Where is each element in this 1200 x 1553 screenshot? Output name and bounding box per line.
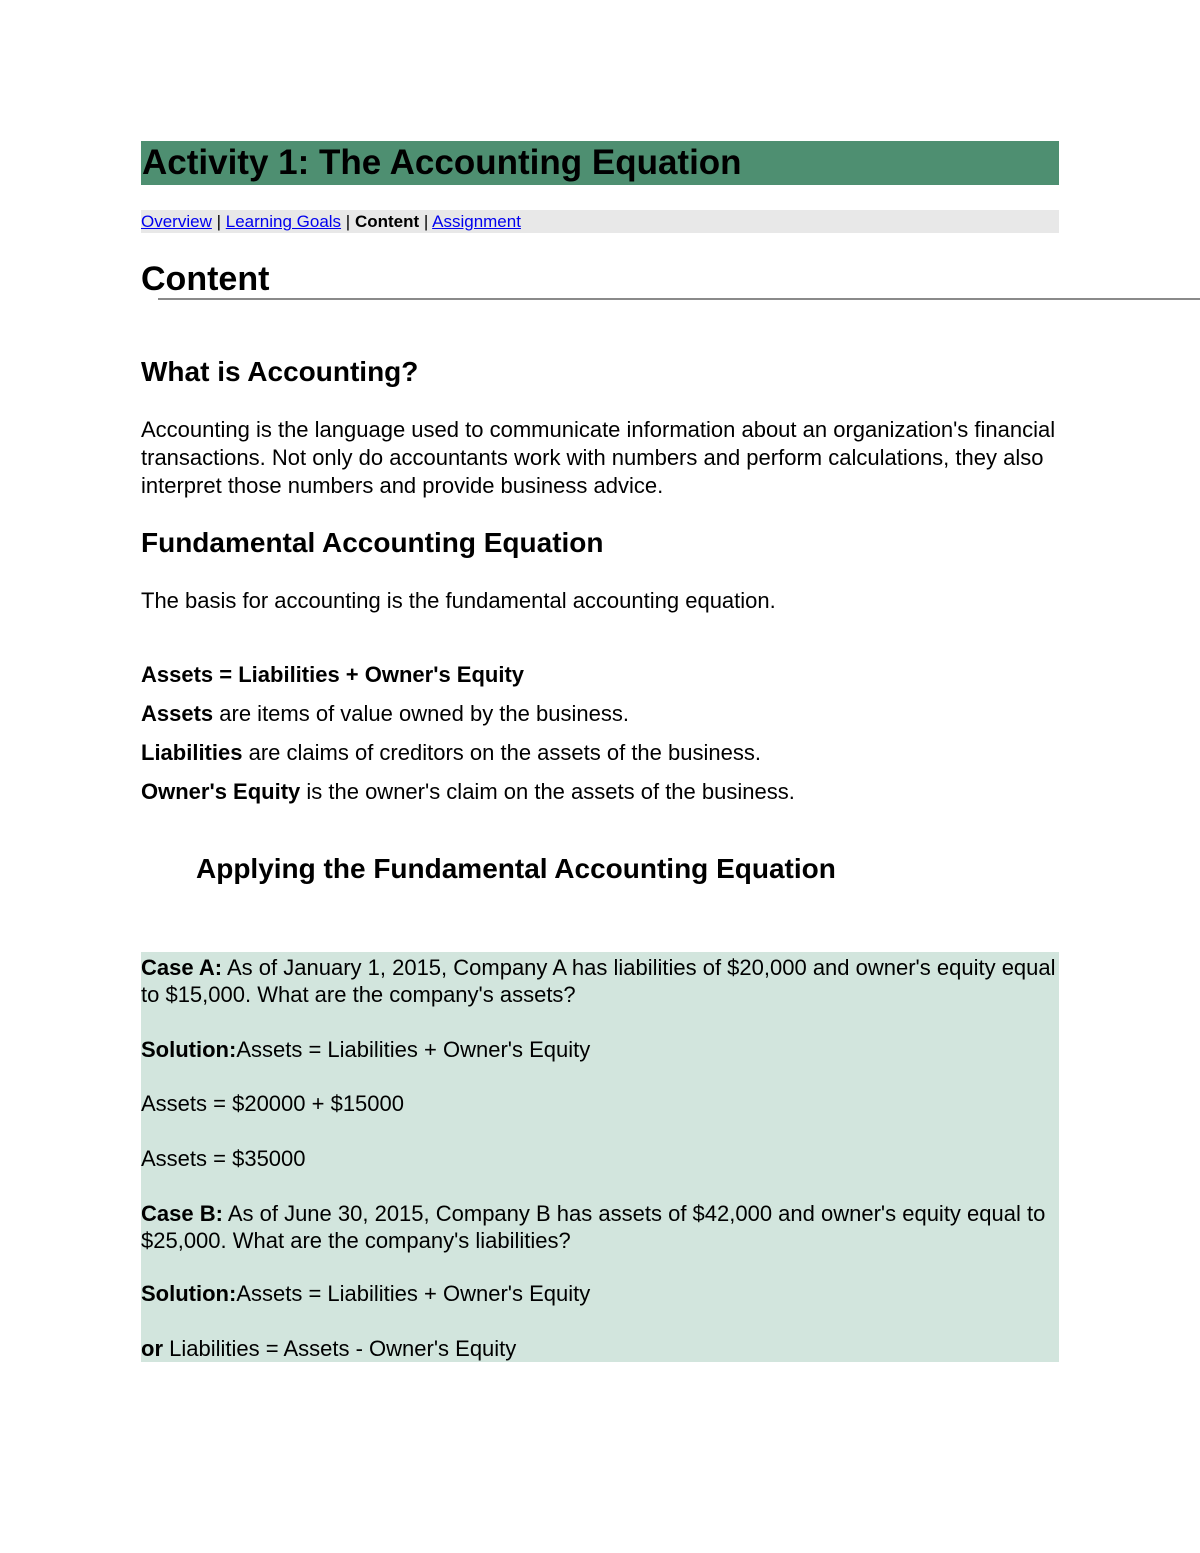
case-a-text: As of January 1, 2015, Company A has liabilities of $20,000 and owner's equity equal to $15,000. What are the company's assets?: [141, 955, 1056, 1007]
or-label: or: [141, 1336, 163, 1361]
case-b-solution: [141, 1280, 1059, 1307]
definition-text: are items of value owned by the business.: [213, 701, 629, 726]
case-b-question: [141, 1200, 1059, 1254]
section-nav: [141, 210, 1059, 233]
nav-separator: |: [423, 212, 429, 231]
case-a-step-2: Assets = $35000: [141, 1146, 306, 1171]
case-a-question: [141, 954, 1059, 1008]
definition-liabilities: [141, 739, 1059, 767]
nav-link-assignment[interactable]: Assignment: [432, 212, 521, 231]
heading-fundamental-equation: Fundamental Accounting Equation: [141, 527, 604, 558]
fundamental-intro: The basis for accounting is the fundamental accounting equation.: [141, 588, 776, 613]
case-a-step-1: Assets = $20000 + $15000: [141, 1091, 404, 1116]
solution-text: Assets = Liabilities + Owner's Equity: [236, 1037, 591, 1062]
case-examples-box: [141, 952, 1059, 1362]
definition-text: is the owner's claim on the assets of the business.: [300, 779, 795, 804]
activity-title: Activity 1: The Accounting Equation: [142, 143, 742, 182]
case-a-solution: [141, 1036, 1059, 1063]
nav-separator: |: [345, 212, 351, 231]
page-title: Content: [141, 260, 270, 298]
heading-applying-equation: Applying the Fundamental Accounting Equation: [196, 853, 836, 884]
nav-current-content: Content: [354, 212, 420, 231]
activity-title-bar: [141, 141, 1059, 185]
nav-link-overview[interactable]: Overview: [141, 212, 212, 231]
equation-text: Assets = Liabilities + Owner's Equity: [141, 662, 525, 687]
definition-owners-equity: [141, 778, 1059, 806]
definition-term: Liabilities: [141, 740, 243, 765]
definition-text: are claims of creditors on the assets of the business.: [242, 740, 761, 765]
nav-separator: |: [216, 212, 222, 231]
case-a-label: Case A:: [141, 955, 223, 980]
or-text: Liabilities = Assets - Owner's Equity: [163, 1336, 517, 1361]
definition-term: Assets: [141, 701, 214, 726]
case-b-text: As of June 30, 2015, Company B has assets of $42,000 and owner's equity equal to $25,000. What are the company's liabilities?: [141, 1201, 1046, 1253]
definition-term: Owner's Equity: [141, 779, 301, 804]
equation-statement: [141, 661, 1059, 689]
solution-text: Assets = Liabilities + Owner's Equity: [236, 1281, 591, 1306]
solution-label: Solution:: [141, 1037, 237, 1062]
title-divider: [158, 298, 1200, 300]
definition-assets: [141, 700, 1059, 728]
case-b-label: Case B:: [141, 1201, 223, 1226]
heading-what-is-accounting: What is Accounting?: [141, 356, 419, 387]
solution-label: Solution:: [141, 1281, 237, 1306]
nav-link-learning-goals[interactable]: Learning Goals: [225, 212, 342, 231]
case-b-alternate: [141, 1335, 1059, 1362]
what-is-accounting-body: Accounting is the language used to communicate information about an organization's financial transactions. Not only do accountants work with numbers and perform calculations, they also interpret those numbers and provide business advice.: [141, 417, 1056, 498]
